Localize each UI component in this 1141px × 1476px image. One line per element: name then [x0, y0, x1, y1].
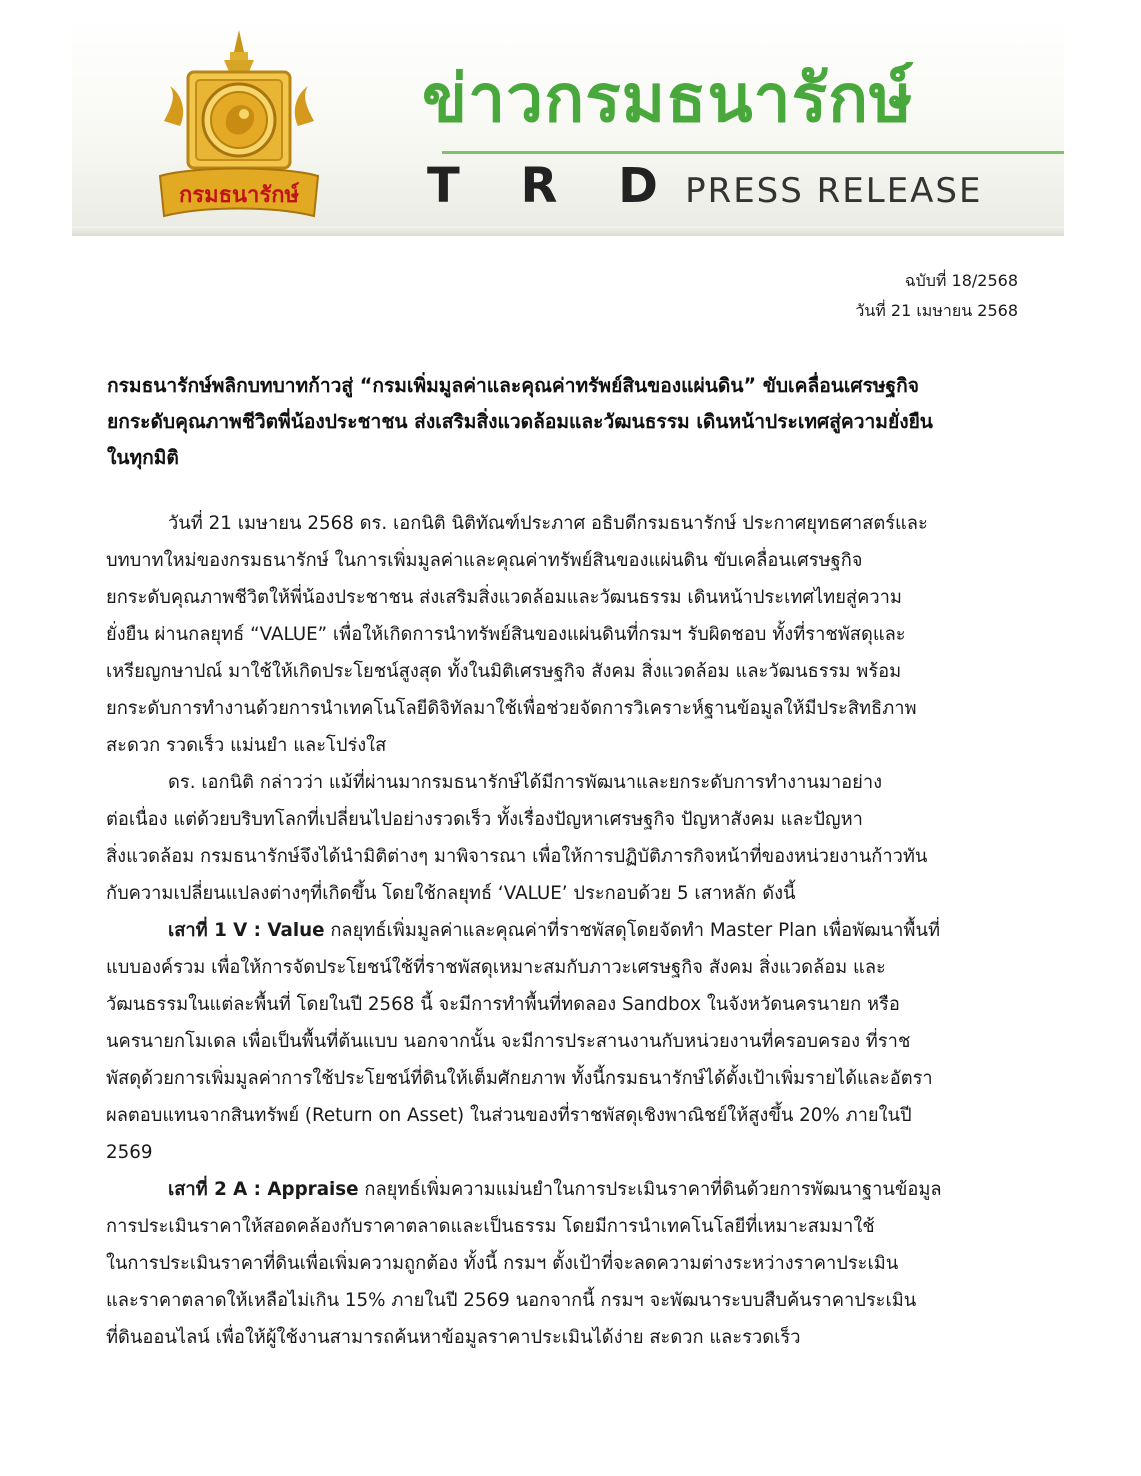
headline — [107, 368, 1031, 476]
issue-meta — [720, 266, 1018, 326]
pillar-1-text: กลยุทธ์เพิ่มมูลค่าและคุณค่าที่ราชพัสดุโดยจัดทำ Master Plan เพื่อพัฒนาพื้นที่ — [324, 920, 941, 941]
headline-line: ยกระดับคุณภาพชีวิตพี่น้องประชาชน ส่งเสริมสิ่งแวดล้อมและวัฒนธรรม เดินหน้าประเทศสู่ความยั่งยืน — [107, 410, 933, 433]
body-line: สะดวก รวดเร็ว แม่นยำ และโปร่งใส — [106, 735, 387, 756]
body-line: และราคาตลาดให้เหลือไม่เกิน 15% ภายในปี 2569 นอกจากนี้ กรมฯ จะพัฒนาระบบสืบค้นราคาประเมิน — [106, 1290, 917, 1311]
masthead-english — [427, 158, 983, 214]
body-line: นครนายกโมเดล เพื่อเป็นพื้นที่ต้นแบบ นอกจากนั้น จะมีการประสานงานกับหน่วยงานที่ครอบครอง ที่ราช — [106, 1031, 911, 1052]
body-line: ผลตอบแทนจากสินทรัพย์ (Return on Asset) ในส่วนของที่ราชพัสดุเชิงพาณิชย์ให้สูงขึ้น 20% ภายในปี — [106, 1105, 912, 1126]
paragraph-pillar-2 — [106, 1171, 1032, 1356]
svg-text:กรมธนารักษ์: กรมธนารักษ์ — [178, 183, 300, 208]
body-line: ในการประเมินราคาที่ดินเพื่อเพิ่มความถูกต้อง ทั้งนี้ กรมฯ ตั้งเป้าที่จะลดความต่างระหว่างราคาประเมิน — [106, 1253, 899, 1274]
masthead-trd: T R D — [427, 158, 680, 214]
pillar-1-heading: เสาที่ 1 V : Value — [168, 920, 325, 941]
banner-bottom-edge — [72, 226, 1064, 236]
issue-number: ฉบับที่ 18/2568 — [904, 271, 1018, 290]
body-line: ยกระดับคุณภาพชีวิตให้พี่น้องประชาชน ส่งเสริมสิ่งแวดล้อมและวัฒนธรรม เดินหน้าประเทศไทยสู่ความ — [106, 587, 902, 608]
body-line: บทบาทใหม่ของกรมธนารักษ์ ในการเพิ่มมูลค่าและคุณค่าทรัพย์สินของแผ่นดิน ขับเคลื่อนเศรษฐกิจ — [106, 550, 863, 571]
pillar-2-text: กลยุทธ์เพิ่มความแม่นยำในการประเมินราคาที่ดินด้วยการพัฒนาฐานข้อมูล — [358, 1179, 942, 1200]
body-line — [106, 1171, 1032, 1208]
headline-line: กรมธนารักษ์พลิกบทบาทก้าวสู่ “กรมเพิ่มมูลค่าและคุณค่าทรัพย์สินของแผ่นดิน” ขับเคลื่อนเศรษฐกิจ — [107, 374, 919, 397]
body-line: ยั่งยืน ผ่านกลยุทธ์ “VALUE” เพื่อให้เกิดการนำทรัพย์สินของแผ่นดินที่กรมฯ รับผิดชอบ ทั้งที่ราชพัสดุและ — [106, 624, 906, 645]
banner-divider — [442, 151, 1064, 154]
article-body — [106, 505, 1032, 1356]
body-line: ดร. เอกนิติ กล่าวว่า แม้ที่ผ่านมากรมธนารักษ์ได้มีการพัฒนาและยกระดับการทำงานมาอย่าง — [168, 772, 883, 793]
pillar-2-heading: เสาที่ 2 A : Appraise — [168, 1179, 359, 1200]
body-line: พัสดุด้วยการเพิ่มมูลค่าการใช้ประโยชน์ที่ดินให้เต็มศักยภาพ ทั้งนี้กรมธนารักษ์ได้ตั้งเป้าเพิ่มรายได้และอัตรา — [106, 1068, 933, 1089]
masthead-thai-title: ข่าวกรมธนารักษ์ — [422, 60, 914, 137]
body-line: แบบองค์รวม เพื่อให้การจัดประโยชน์ใช้ที่ราชพัสดุเหมาะสมกับภาวะเศรษฐกิจ สังคม สิ่งแวดล้อม และ — [106, 957, 886, 978]
body-line: วัฒนธรรมในแต่ละพื้นที่ โดยในปี 2568 นี้ จะมีการทำพื้นที่ทดลอง Sandbox ในจังหวัดนครนายก หรือ — [106, 994, 900, 1015]
masthead-press-release: PRESS RELEASE — [685, 171, 983, 211]
paragraph-intro — [106, 505, 1032, 764]
issue-date: วันที่ 21 เมษายน 2568 — [855, 301, 1018, 320]
body-line: วันที่ 21 เมษายน 2568 ดร. เอกนิติ นิติทัณฑ์ประภาศ อธิบดีกรมธนารักษ์ ประกาศยุทธศาสตร์และ — [168, 513, 928, 534]
paragraph-quote — [106, 764, 1032, 912]
body-line: ที่ดินออนไลน์ เพื่อให้ผู้ใช้งานสามารถค้นหาข้อมูลราคาประเมินได้ง่าย สะดวก และรวดเร็ว — [106, 1327, 801, 1348]
body-line: การประเมินราคาให้สอดคล้องกับราคาตลาดและเป็นธรรม โดยมีการนำเทคโนโลยีที่เหมาะสมมาใช้ — [106, 1216, 875, 1237]
body-line — [106, 912, 1032, 949]
treasury-department-logo — [154, 26, 324, 226]
body-line: สิ่งแวดล้อม กรมธนารักษ์จึงได้นำมิติต่างๆ มาพิจารณา เพื่อให้การปฏิบัติภารกิจหน้าที่ของหน่วยงานก้าวทัน — [106, 846, 928, 867]
body-line: ต่อเนื่อง แต่ด้วยบริบทโลกที่เปลี่ยนไปอย่างรวดเร็ว ทั้งเรื่องปัญหาเศรษฐกิจ ปัญหาสังคม และปัญหา — [106, 809, 863, 830]
body-line: 2569 — [106, 1142, 153, 1163]
paragraph-pillar-1 — [106, 912, 1032, 1171]
press-release-banner — [72, 18, 1064, 236]
body-line: กับความเปลี่ยนแปลงต่างๆที่เกิดขึ้น โดยใช้กลยุทธ์ ‘VALUE’ ประกอบด้วย 5 เสาหลัก ดังนี้ — [106, 883, 796, 904]
body-line: เหรียญกษาปณ์ มาใช้ให้เกิดประโยชน์สูงสุด ทั้งในมิติเศรษฐกิจ สังคม สิ่งแวดล้อม และวัฒนธรรม พร้อม — [106, 661, 902, 682]
body-line: ยกระดับการทำงานด้วยการนำเทคโนโลยีดิจิทัลมาใช้เพื่อช่วยจัดการวิเคราะห์ฐานข้อมูลให้มีประสิทธิภาพ — [106, 698, 917, 719]
headline-line: ในทุกมิติ — [107, 446, 179, 469]
